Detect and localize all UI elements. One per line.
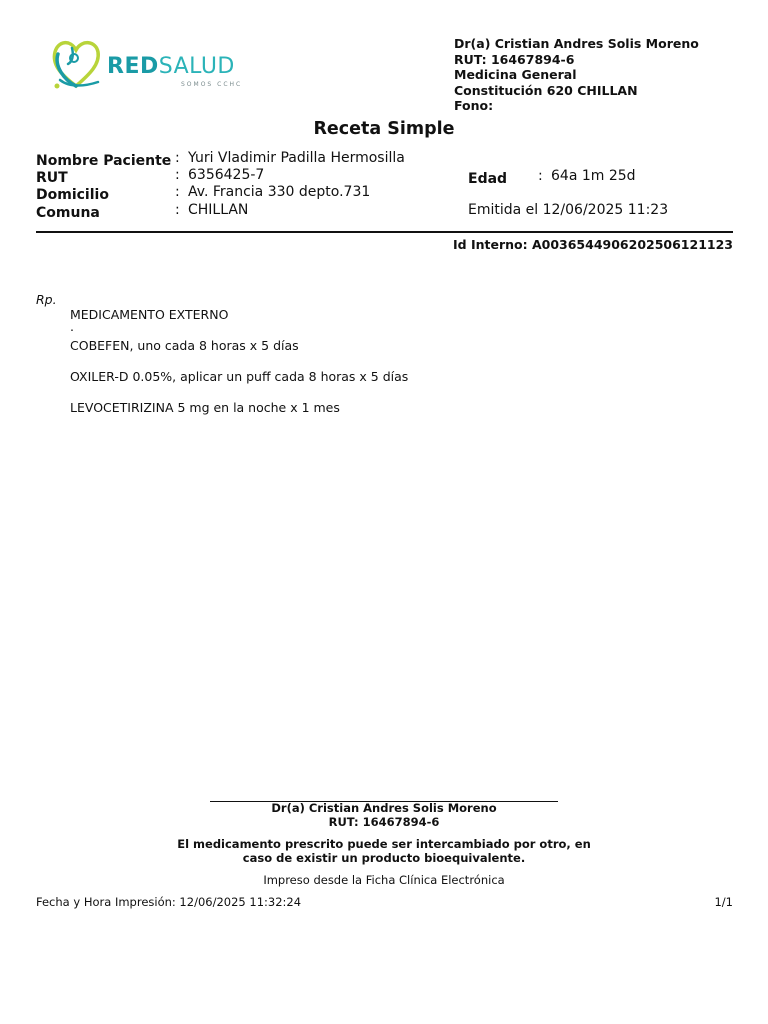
disclaimer-line: caso de existir un producto bioequivalente. (242, 851, 526, 865)
doctor-info (454, 36, 699, 114)
patient-age-value: 64a 1m 25d (551, 168, 636, 184)
redsalud-logo (50, 36, 250, 94)
patient-city-value: CHILLAN (188, 202, 249, 218)
patient-address-row (36, 184, 371, 203)
internal-id: Id Interno: A0036544906202506121123 (453, 237, 733, 252)
doctor-phone: Fono: (454, 98, 494, 113)
header-divider (36, 231, 733, 233)
signature-block (0, 801, 768, 829)
logo-tagline: SOMOS CCHC (181, 81, 243, 88)
page-title: Receta Simple (313, 119, 455, 139)
prescription-line: LEVOCETIRIZINA 5 mg en la noche x 1 mes (70, 400, 340, 415)
patient-address-label: Domicilio (36, 187, 109, 203)
logo-wordmark: REDSALUD (107, 54, 235, 79)
patient-address-value: Av. Francia 330 depto.731 (188, 184, 371, 200)
doctor-address: Constitución 620 CHILLAN (454, 82, 638, 98)
doctor-rut: RUT: 16467894-6 (454, 51, 575, 67)
patient-age-label: Edad (468, 171, 508, 187)
heart-logo-icon (50, 36, 106, 94)
patient-city-row (36, 202, 249, 221)
patient-rut-label: RUT (36, 170, 68, 186)
patient-name-row (36, 150, 405, 169)
patient-name-label: Nombre Paciente (36, 153, 172, 169)
colon: : (175, 202, 180, 218)
prescription-line: MEDICAMENTO EXTERNO (70, 307, 229, 322)
doctor-specialty: Medicina General (454, 67, 577, 82)
patient-name-value: Yuri Vladimir Padilla Hermosilla (188, 150, 405, 166)
issued-datetime: Emitida el 12/06/2025 11:23 (468, 202, 669, 218)
patient-city-label: Comuna (36, 205, 100, 221)
patient-rut-value: 6356425-7 (188, 167, 265, 183)
prescription-line: OXILER-D 0.05%, aplicar un puff cada 8 horas x 5 días (70, 369, 409, 384)
page-number: 1/1 (714, 895, 733, 909)
printed-from: Impreso desde la Ficha Clínica Electrónica (263, 873, 505, 887)
colon: : (538, 168, 543, 184)
colon: : (175, 167, 180, 183)
print-datetime: Fecha y Hora Impresión: 12/06/2025 11:32:24 (36, 895, 302, 909)
patient-rut-row (36, 167, 265, 186)
patient-age-row (468, 168, 636, 187)
bioequivalence-disclaimer (0, 837, 768, 865)
disclaimer-line: El medicamento prescrito puede ser intercambiado por otro, en (177, 837, 591, 851)
colon: : (175, 184, 180, 200)
prescription-line: COBEFEN, uno cada 8 horas x 5 días (70, 338, 299, 353)
colon: : (175, 150, 180, 166)
signature-doctor-rut: RUT: 16467894-6 (328, 815, 440, 829)
signature-doctor-name: Dr(a) Cristian Andres Solis Moreno (271, 801, 497, 815)
doctor-name: Dr(a) Cristian Andres Solis Moreno (454, 36, 699, 51)
rp-label: Rp. (36, 292, 57, 307)
prescription-line: . (70, 319, 74, 334)
